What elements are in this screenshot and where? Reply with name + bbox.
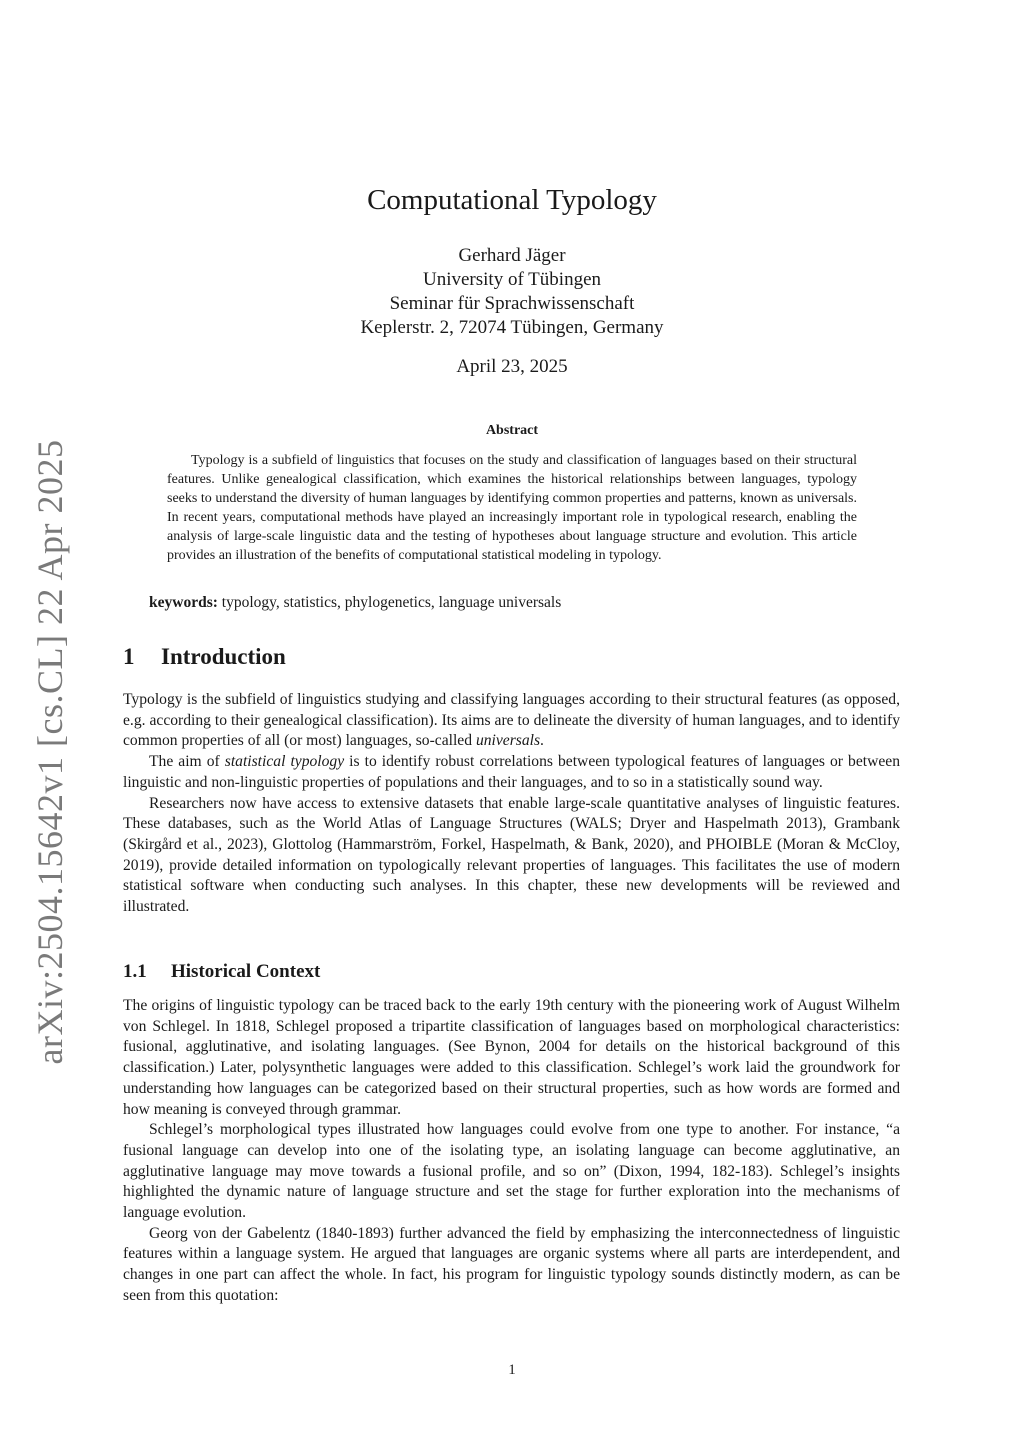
section-heading-introduction xyxy=(123,644,286,670)
paragraph: Schlegel’s morphological types illustrated how languages could evolve from one type to another. For instance, “a fusional language can develop into one of the isolating type, an isolating language can become agglutinative, an agglutinative language may move towards a fusional profile, and so on” (Dixon, 1994, 182-183). Schlegel’s insights highlighted the dynamic nature of language structure and set the stage for further exploration into the mechanisms of language evolution. xyxy=(123,1121,900,1222)
abstract-heading: Abstract xyxy=(485,423,539,438)
introduction-body xyxy=(123,690,900,918)
subsection-title: Historical Context xyxy=(171,961,321,982)
keywords-line xyxy=(149,594,561,612)
page-number: 1 xyxy=(508,1362,516,1378)
paper-date: April 23, 2025 xyxy=(456,356,568,377)
emphasis-statistical-typology: statistical typology xyxy=(224,753,345,771)
historical-context-body xyxy=(123,996,900,1307)
paragraph xyxy=(123,752,900,793)
paper-title: Computational Typology xyxy=(367,184,657,216)
section-title: Introduction xyxy=(161,644,286,669)
paragraph: Researchers now have access to extensive datasets that enable large-scale quantitative analyses of linguistic features. These databases, such as the World Atlas of Language Structures (WALS; Dryer and Haspelmath 2013), Grambank (Skirgård et al., 2023), Glottolog (Hammarström, Forkel, Haspelmath, & Bank, 2020), and PHOIBLE (Moran & McCloy, 2019), provide detailed information on typologically relevant properties of languages. This facilitates the use of modern statistical software when conducting such analyses. In this chapter, these new developments will be reviewed and illustrated. xyxy=(123,794,900,916)
paragraph: Georg von der Gabelentz (1840-1893) further advanced the field by emphasizing the interconnectedness of linguistic features within a language system. He argued that languages are organic systems where all parts are interdependent, and changes in one part can affect the whole. In fact, his program for linguistic typology sounds distinctly modern, as can be seen from this quotation: xyxy=(123,1224,900,1304)
author-address: Keplerstr. 2, 72074 Tübingen, Germany xyxy=(360,317,664,338)
author-department: Seminar für Sprachwissenschaft xyxy=(389,293,635,314)
paragraph xyxy=(123,690,900,752)
paragraph: The origins of linguistic typology can be traced back to the early 19th century with the pioneering work of August Wilhelm von Schlegel. In 1818, Schlegel proposed a tripartite classification of languages based on morphological characteristics: fusional, agglutinative, and isolating languages. (See Bynon, 2004 for details on the historical background of this classification.) Later, polysynthetic languages were added to this classification. Schlegel’s work laid the groundwork for understanding how languages can be categorized based on their structural properties, such as how words are formed and how meaning is conveyed through grammar. xyxy=(123,997,900,1118)
text-run: is to identify robust correlations between typological features of languages or between linguistic and non-linguistic properties of populations and their languages, and to so in a statistically sound way. xyxy=(123,753,900,791)
text-run: Typology is the subfield of linguistics studying and classifying languages according to their structural features (as opposed, e.g. according to their genealogical classification). Its aims are to delineate the diversity of human languages, and to identify common properties of all (or most) languages, so-called xyxy=(123,691,900,750)
section-number: 1 xyxy=(123,644,135,669)
subsection-heading-historical-context xyxy=(123,961,320,983)
arxiv-identifier-stamp: arXiv:2504.15642v1 [cs.CL] 22 Apr 2025 xyxy=(30,439,70,1065)
keywords-label: keywords: xyxy=(149,594,218,611)
keywords-text: typology, statistics, phylogenetics, language universals xyxy=(221,594,562,611)
emphasis-universals: universals xyxy=(475,732,541,750)
abstract-text: Typology is a subfield of linguistics that focuses on the study and classification of languages based on their structural features. Unlike genealogical classification, which examines the historical relationships between languages, typology seeks to understand the diversity of human languages by identifying common properties and patterns, known as universals. In recent years, computational methods have played an increasingly important role in typological research, enabling the analysis of large-scale linguistic data and the testing of hypotheses about language structure and evolution. This article provides an illustration of the benefits of computational statistical modeling in typology. xyxy=(167,453,857,563)
author-institution: University of Tübingen xyxy=(422,269,601,290)
text-run: . xyxy=(540,732,544,750)
text-run: The aim of xyxy=(149,753,225,771)
subsection-number: 1.1 xyxy=(123,961,147,982)
author-block xyxy=(0,244,1024,340)
author-name: Gerhard Jäger xyxy=(458,245,566,266)
